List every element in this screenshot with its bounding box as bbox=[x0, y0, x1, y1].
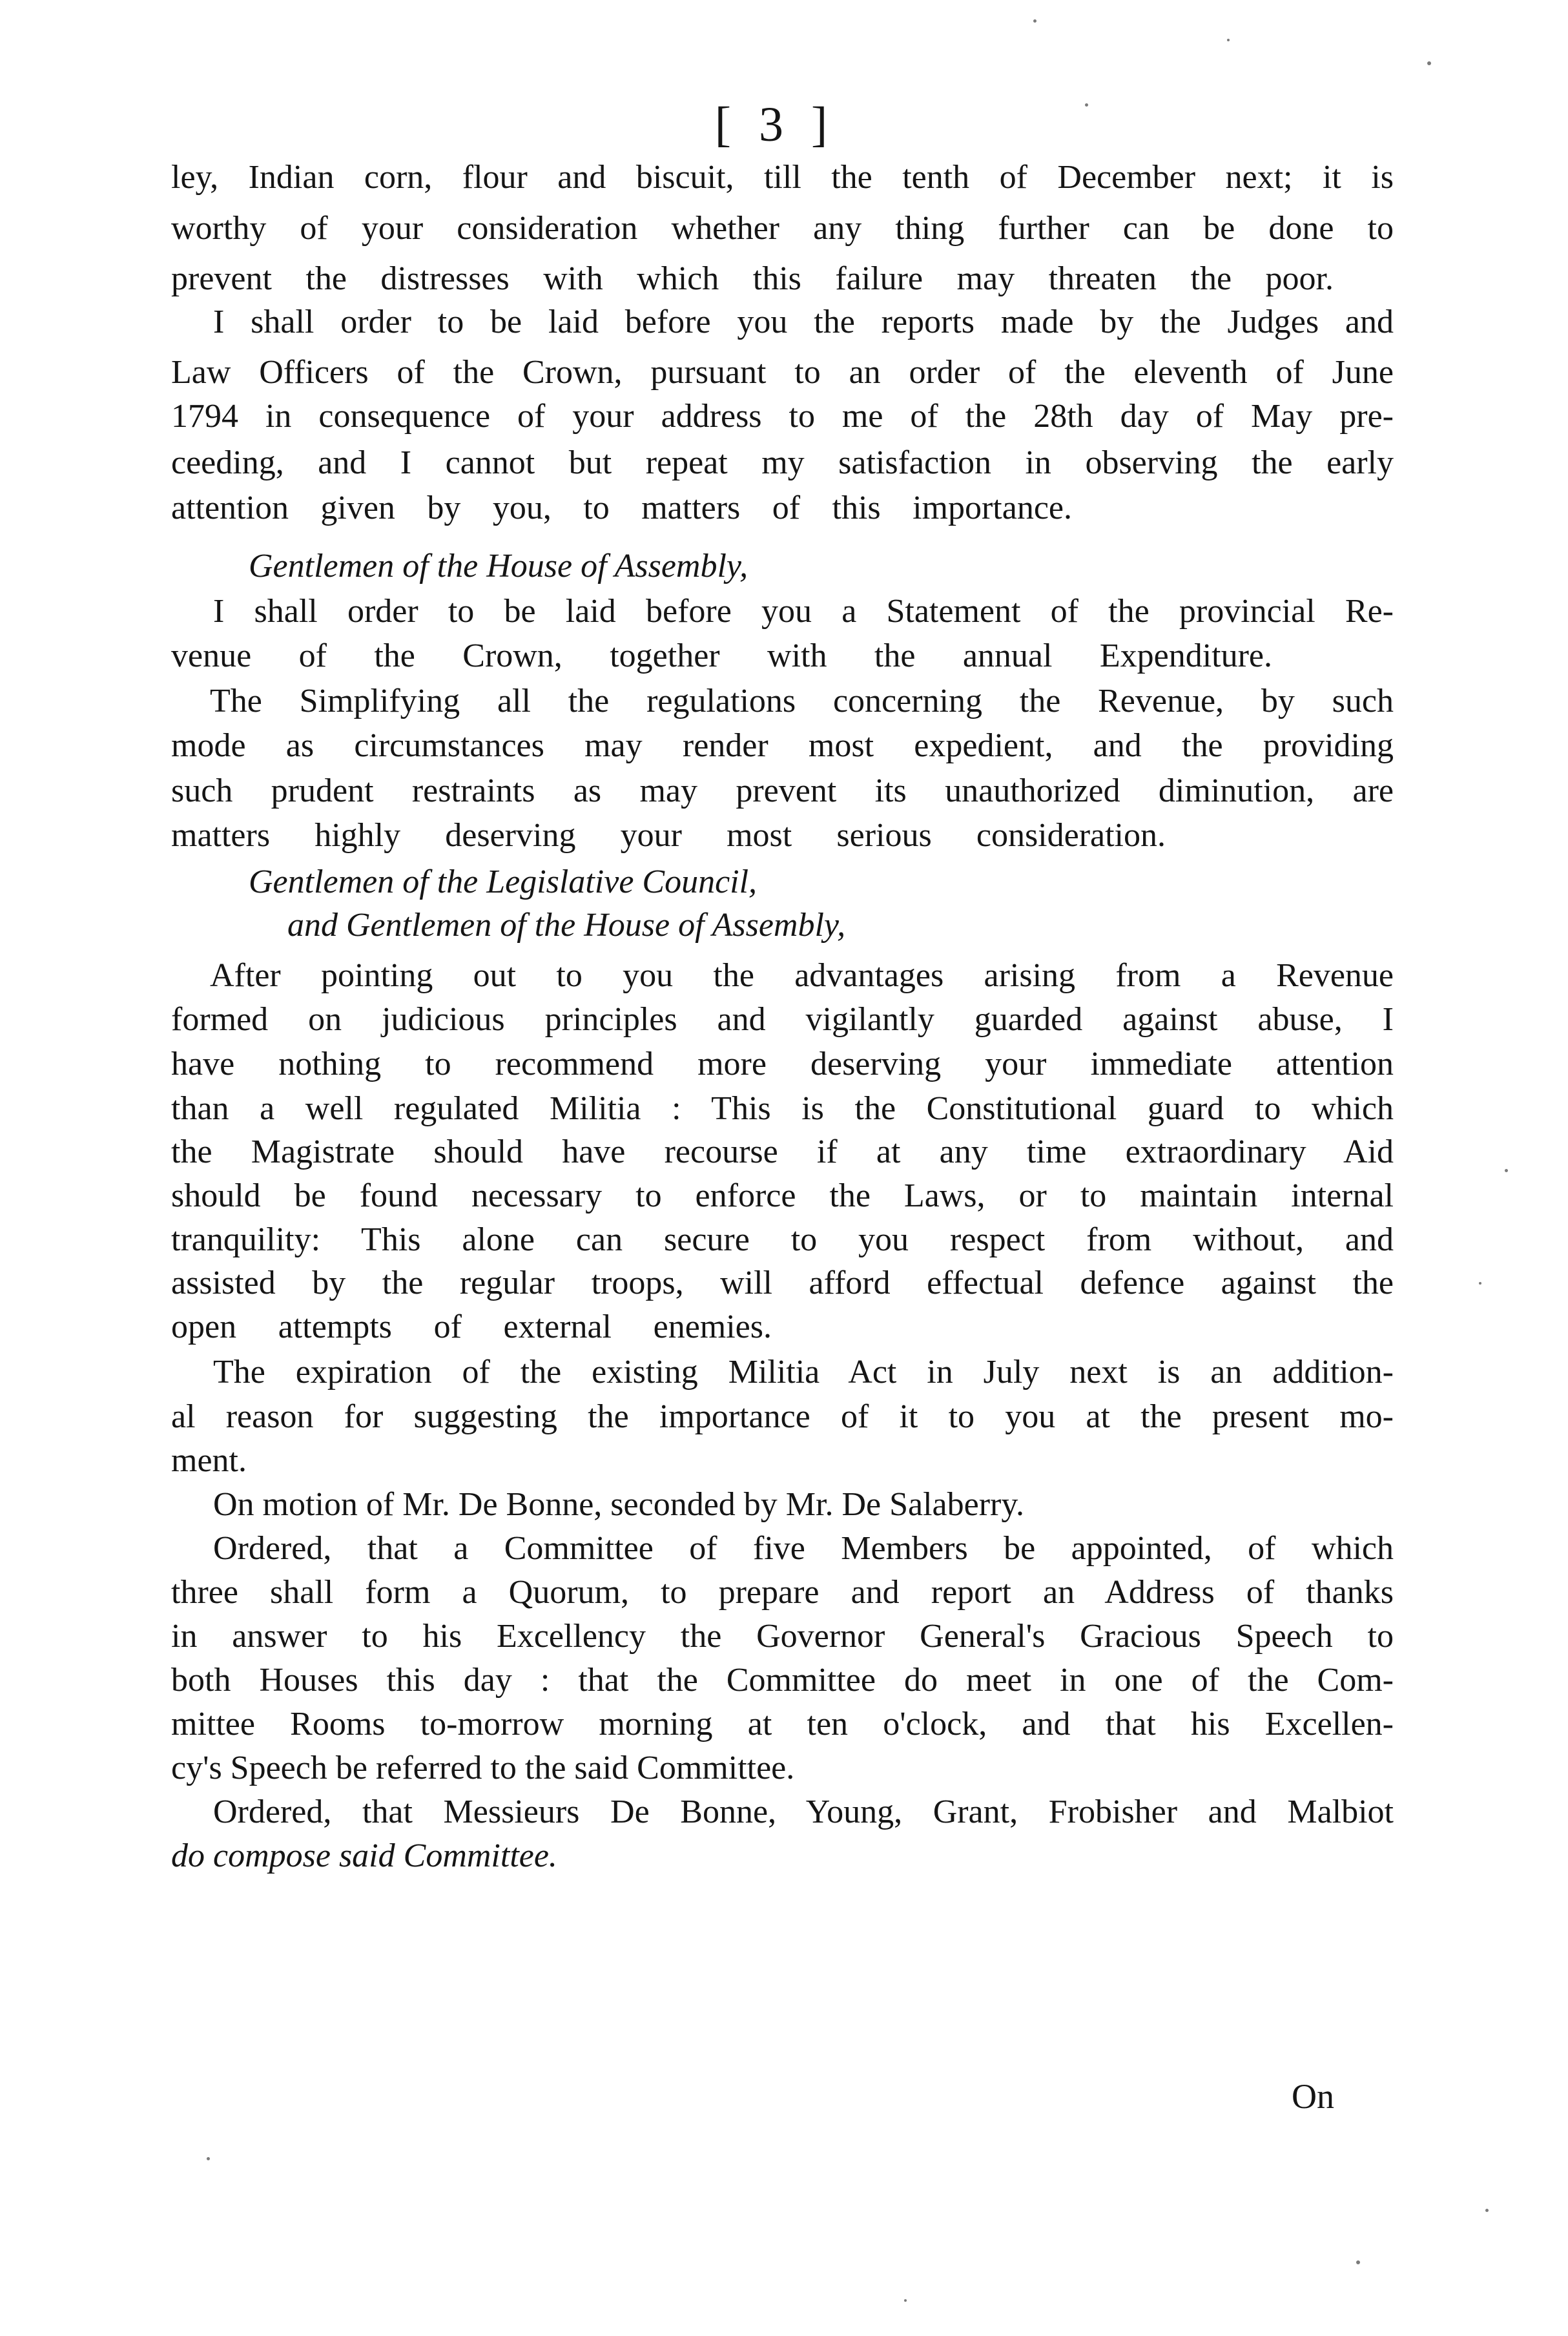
text-line: worthy of your consideration whether any thing further can be done to bbox=[171, 210, 1394, 247]
text-line: ceeding, and I cannot but repeat my satisfaction in observing the early bbox=[171, 444, 1394, 481]
text-line: three shall form a Quorum, to prepare and report an Address of thanks bbox=[171, 1574, 1394, 1611]
text-line: 1794 in consequence of your address to me of the 28th day of May pre- bbox=[171, 398, 1394, 435]
text-line: than a well regulated Militia : This is the Constitutional guard to which bbox=[171, 1090, 1394, 1127]
text-line: ment. bbox=[171, 1442, 247, 1479]
text-line: ley, Indian corn, flour and biscuit, till the tenth of December next; it is bbox=[171, 159, 1394, 196]
text-line: formed on judicious principles and vigilantly guarded against abuse, I bbox=[171, 1001, 1394, 1038]
scan-speck bbox=[1505, 1169, 1508, 1172]
page-number: [ 3 ] bbox=[714, 98, 836, 152]
scan-speck bbox=[1485, 2209, 1489, 2212]
text-line: assisted by the regular troops, will afford effectual defence against the bbox=[171, 1265, 1394, 1301]
text-line: tranquility: This alone can secure to you respect from without, and bbox=[171, 1221, 1394, 1258]
catchword: On bbox=[1292, 2077, 1334, 2116]
text-line: I shall order to be laid before you the reports made by the Judges and bbox=[213, 304, 1394, 340]
text-line: should be found necessary to enforce the Laws, or to maintain internal bbox=[171, 1177, 1394, 1214]
text-line: mode as circumstances may render most expedient, and the providing bbox=[171, 727, 1394, 764]
section-heading: Gentlemen of the Legislative Council, bbox=[249, 863, 758, 900]
text-line: do compose said Committee. bbox=[171, 1837, 557, 1874]
scan-speck bbox=[1427, 61, 1431, 65]
text-line: the Magistrate should have recourse if at any time extraordinary Aid bbox=[171, 1133, 1394, 1170]
text-line: such prudent restraints as may prevent its unauthorized diminution, are bbox=[171, 772, 1394, 809]
text-line: al reason for suggesting the importance of it to you at the present mo- bbox=[171, 1398, 1394, 1435]
text-line: The expiration of the existing Militia Act in July next is an addition- bbox=[213, 1354, 1394, 1390]
text-line: After pointing out to you the advantages arising from a Revenue bbox=[210, 957, 1394, 994]
text-line: matters highly deserving your most serious consideration. bbox=[171, 817, 1166, 854]
text-line: have nothing to recommend more deserving your immediate attention bbox=[171, 1046, 1394, 1082]
scan-speck bbox=[1085, 103, 1088, 107]
text-line: Law Officers of the Crown, pursuant to an order of the eleventh of June bbox=[171, 354, 1394, 391]
scan-speck bbox=[904, 2299, 907, 2302]
text-line: Ordered, that a Committee of five Members be appointed, of which bbox=[213, 1530, 1394, 1567]
text-line: prevent the distresses with which this failure may threaten the poor. bbox=[171, 260, 1334, 297]
scan-speck bbox=[1227, 39, 1230, 41]
text-line: The Simplifying all the regulations concerning the Revenue, by such bbox=[210, 683, 1394, 719]
scan-speck bbox=[207, 2157, 210, 2160]
text-line: cy's Speech be referred to the said Committee. bbox=[171, 1750, 795, 1786]
scan-speck bbox=[1479, 1282, 1481, 1285]
scan-speck bbox=[1356, 2260, 1360, 2264]
text-line: venue of the Crown, together with the annual Expenditure. bbox=[171, 637, 1272, 674]
section-heading: Gentlemen of the House of Assembly, bbox=[249, 548, 748, 584]
text-line: mittee Rooms to-morrow morning at ten o'clock, and that his Excellen- bbox=[171, 1706, 1394, 1742]
text-line: both Houses this day : that the Committee do meet in one of the Com- bbox=[171, 1662, 1394, 1699]
scan-speck bbox=[1033, 19, 1037, 23]
text-line: open attempts of external enemies. bbox=[171, 1308, 772, 1345]
motion-line: On motion of Mr. De Bonne, seconded by Mr. De Salaberry. bbox=[213, 1486, 1024, 1523]
text-line: in answer to his Excellency the Governor General's Gracious Speech to bbox=[171, 1618, 1394, 1655]
text-line: I shall order to be laid before you a Statement of the provincial Re- bbox=[213, 593, 1394, 630]
text-line: attention given by you, to matters of this importance. bbox=[171, 490, 1072, 526]
text-line: Ordered, that Messieurs De Bonne, Young, Grant, Frobisher and Malbiot bbox=[213, 1793, 1394, 1830]
section-heading: and Gentlemen of the House of Assembly, bbox=[287, 907, 846, 944]
